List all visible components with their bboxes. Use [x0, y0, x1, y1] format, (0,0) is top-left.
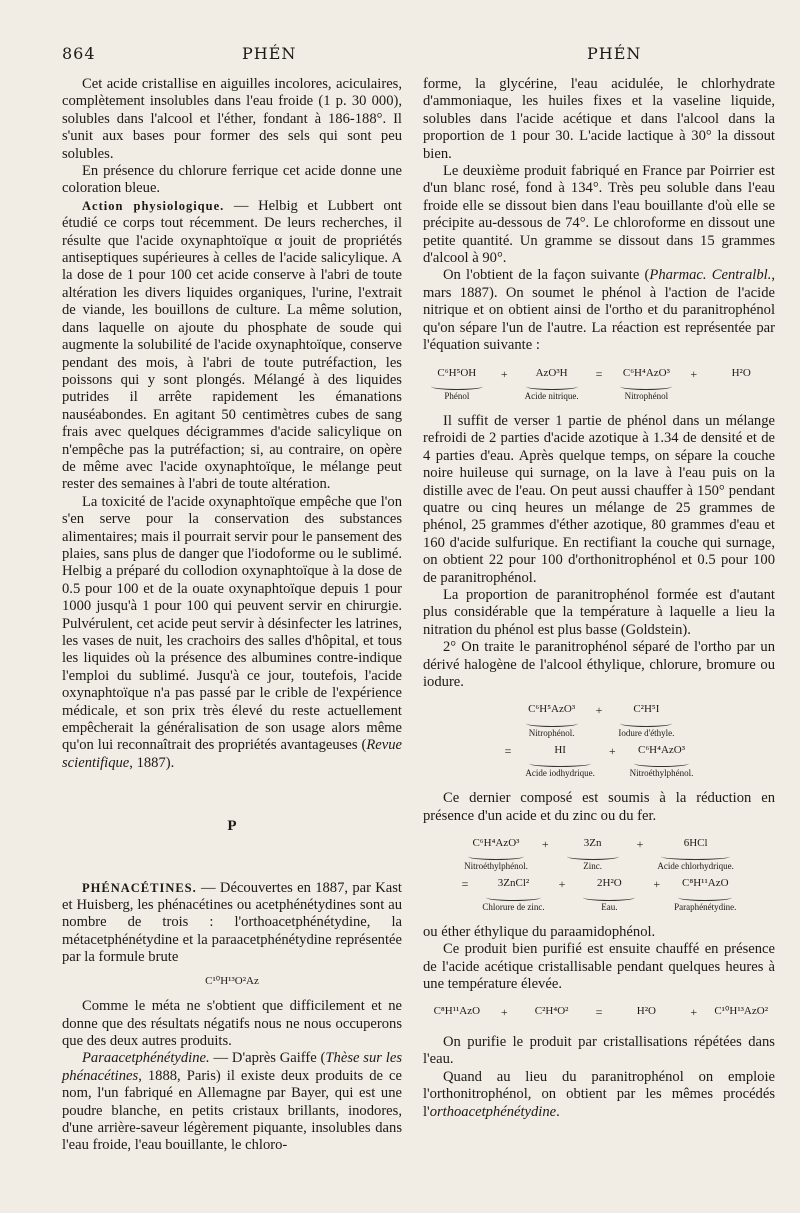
paragraph: Cet acide cristallise en aiguilles incolores, aciculaires, complètement insolubles dans l'eau froide (1 p. 30 000), solubles dans l'alcool et l'éther, fondant à 186-188°. Il s'unit aux bases pour former des sels qui sont peu solubles.: [62, 76, 402, 162]
entry-heading: PHÉNACÉTINES.: [82, 880, 197, 895]
paragraph: 2° On traite le paranitrophénol séparé de l'ortho par un dérivé halogène de l'alcool éthylique, chlorure, bromure ou iodure.: [423, 639, 775, 690]
paragraph: La toxicité de l'acide oxynaphtoïque empêche que l'on s'en serve pour la conservation des substances alimentaires; mais il pourrait servir pour le pansement des plaies, sans plus de danger que l'iodoforme ou le sublimé. Helbig a préparé du collodion oxynaphtoïque à la dose de 0.5 pour 100 et de la ouate oxynaphtoïque depuis 1 pour 1000 jusqu'à 1 pour 100 qui peuvent servir en chirurgie. Pulvérulent, cet acide peut servir à désinfecter les latrines, les vases de nuit, les crachoirs des salles d'hôpital, et tous les liquides où la présence des albumines contre-indique l'emploi du sublimé. Jusqu'à ce jour, toutefois, l'acide oxynaphtoïque n'a pas passé par le crible de l'expérience médicale, et son prix très élevé du reste actuellement empêcherait la généralisation de son usage alors même qu'on lui reconnaîtrait des propriétés avantageuses (Revue scientifique, 1887).: [62, 493, 402, 771]
paragraph: La proportion de paranitrophénol formée est d'autant plus considérable que la température à laquelle a lieu la nitration du phénol est plus basse (Goldstein).: [423, 586, 775, 638]
paragraph: On l'obtient de la façon suivante (Pharmac. Centralbl., mars 1887). On soumet le phénol à l'action de l'acide nitrique et on obtient ainsi de l'ortho et du paranitrophénol qu'on sépare l'un de l'autre. La réaction est représentée par l'équation suivante :: [423, 267, 775, 354]
equation-alkylation: C⁶H⁵AzO³ Nitrophénol. + C²H⁵I Iodure d'éthyle. = HI Acide iodhydrique. + C⁶H⁴AzO³ Nitroéthylphénol.: [504, 703, 694, 779]
citation: Thèse sur les phénacétines: [62, 1050, 403, 1084]
paragraph: Paraacetphénétydine. — D'après Gaiffe (Thèse sur les phénacétines, 1888, Paris) il existe deux produits de ce nom, l'un fabriqué en Allemagne par Bayer, qui est une poudre blanche, en petits cristaux brillants, inodores, d'une arrière-saveur légèrement piquante, insolubles dans l'eau froide, l'eau bouillante, le chloro-: [62, 1050, 403, 1154]
paragraph: forme, la glycérine, l'eau acidulée, le chlorhydrate d'ammoniaque, les huiles fixes et la vaseline liquide, solubles dans l'acide acétique et dans l'alcool dans la proportion de 1 pour 30. L'acide lactique à 30° la dissout bien.: [423, 76, 775, 162]
equation-nitration: C⁶H⁵OH Phénol + AzO³H Acide nitrique. = C⁶H⁴AzO³ Nitrophénol + H²O: [423, 365, 775, 401]
paragraph: En présence du chlorure ferrique cet acide donne une coloration bleue.: [62, 163, 402, 197]
paragraph: Le deuxième produit fabriqué en France par Poirrier est d'un blanc rosé, fond à 134°. Très peu soluble dans l'eau froide elle se dissout bien dans l'eau bouillante d'où elle se précipite au-dessous de 74°. Le chloroforme en dissout une petite quantité. Un gramme se dissout dans 15 grammes d'alcool à 90°.: [423, 163, 775, 267]
paragraph: On purifie le produit par cristallisations répétées dans l'eau.: [423, 1033, 775, 1068]
right-running-title: PHÉN: [587, 44, 642, 63]
right-column: [423, 76, 775, 1121]
page-number: 864: [62, 44, 96, 63]
paragraph: PHÉNACÉTINES. — Découvertes en 1887, par Kast et Huisberg, les phénacétines ou acetphénétydines sont au nombre de trois : l'orthoacetphénétydine, la métacetphénétydine et la paraacetphénétydine représentée par la formule brute: [62, 879, 402, 966]
section-letter: P: [227, 818, 237, 835]
citation: Revue scientifique: [62, 737, 402, 771]
paragraph: Ce produit bien purifié est ensuite chauffé en présence de l'acide acétique cristallisable pendant quelques heures à une température élevée.: [423, 941, 775, 993]
paragraph: Comme le méta ne s'obtient que difficilement et ne donne que des résultats négatifs nous ne nous occuperons que des deux autres produits.: [62, 998, 402, 1049]
subheading: Paraacetphénétydine.: [82, 1050, 210, 1067]
term: orthoacetphénétydine: [429, 1103, 557, 1120]
equation-acetylation: C⁸H¹¹AzO + C²H⁴O² = H²O + C¹⁰H¹³AzO²: [433, 1005, 768, 1020]
chemical-formula: C¹⁰H¹³O²Az: [205, 974, 259, 987]
paragraph: Il suffit de verser 1 partie de phénol dans un mélange refroidi de 2 parties d'acide azotique à 1.34 de densité et de 4 parties d'eau. Après quelque temps, on sépare la couche noire huileuse qui surnage, on la lave à l'eau puis on la distille avec de l'eau. On peut aussi chauffer à 150° pendant quatre ou cinq heures un mélange de 25 grammes de phénol, 25 grammes d'éther azotique, 80 grammes d'eau et 160 d'acide sulfurique. En rectifiant la couche qui surnage, on obtient 22 pour 100 d'orthonitrophénol et 0.5 pour 100 de paranitrophénol.: [423, 412, 775, 586]
section-heading: Action physiologique.: [82, 198, 225, 213]
equation-reduction: C⁶H⁴AzO³ Nitroéthylphénol. + 3Zn Zinc. + 6HCl Acide chlorhydrique. = 3ZnCl² Chlorure de zinc. + 2H²O Eau. + C⁸H¹¹AzO Paraphénétydine.: [461, 837, 737, 912]
running-head: [62, 44, 780, 68]
paragraph: Action physiologique. — Helbig et Lubbert ont étudié ce corps tout récemment. De leurs recherches, il résulte que l'acide oxynaphtoïque α jouit de propriétés antiseptiques supérieures à celles de l'acide salicylique. A la dose de 1 pour 100 cet acide conserve à l'abri de toute altération les divers liquides organiques, l'urine, l'extrait de viande, les bouillons de culture. La même solution, dans laquelle on ajoute du phosphate de soude qui augmente la solubilité de l'acide oxynaphtoïque, conserve pendant des mois, à l'abri de toute putréfaction, les poissons qui y sont plongés. Mélangé à des liquides putrides il arrête rapidement les émanations nauséabondes. En agitant 50 centimètres cubes de sang frais avec quelques décigrammes d'acide salicylique on n'empêche pas la putréfaction; si, au contraire, on opère de même avec l'acide oxynaphtoïque, le mélange peut rester des semaines à l'abri de toute altération.: [62, 197, 402, 493]
paragraph: Ce dernier composé est soumis à la réduction en présence d'un acide et du zinc ou du fer.: [423, 790, 775, 824]
left-column: [62, 76, 402, 1155]
left-running-title: PHÉN: [242, 44, 297, 63]
paragraph: Quand au lieu du paranitrophénol on emploie l'orthonitrophénol, on obtient par les mêmes procédés l'orthoacetphénétydine.: [423, 1068, 775, 1120]
paragraph: ou éther éthylique du paraamidophénol.: [423, 923, 656, 940]
citation: Pharmac. Centralbl.: [649, 267, 772, 284]
